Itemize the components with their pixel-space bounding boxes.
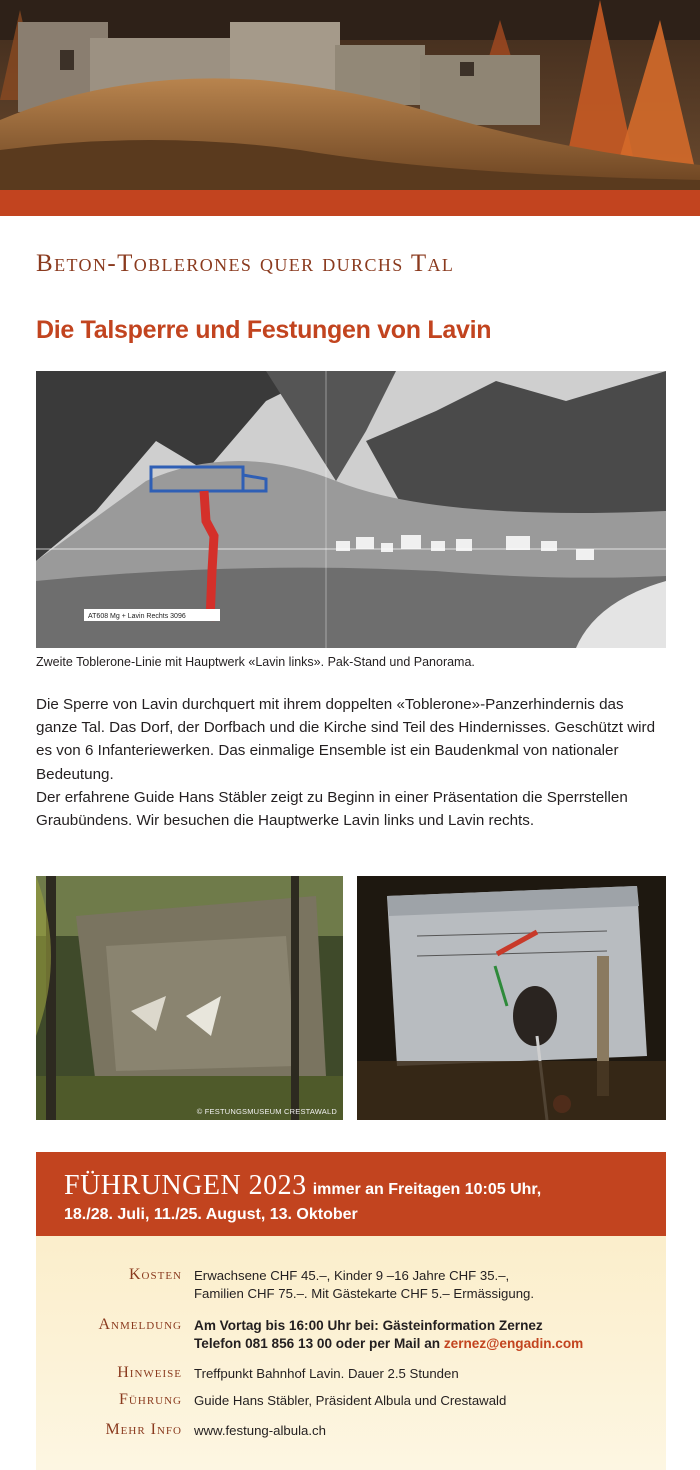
detail-value bbox=[194, 1317, 664, 1353]
detail-value bbox=[194, 1365, 664, 1383]
detail-value bbox=[194, 1422, 664, 1440]
tours-details bbox=[36, 1236, 666, 1470]
email-link[interactable]: zernez@engadin.com bbox=[443, 1336, 584, 1351]
detail-label: Kosten bbox=[129, 1266, 182, 1283]
body-paragraph: Die Sperre von Lavin durchquert mit ihrem doppelten «Toblerone»-Panzerhindernis das ganze Tal. Das Dorf, der Dorfbach und die Kirche sind Teil des Hindernisses. Geschützt wird es von 6 Infanteriewerken. Das einmalige Ensemble ist ein Baudenkmal von nationaler Bedeutung. bbox=[36, 696, 656, 783]
panorama-caption: Zweite Toblerone-Linie mit Hauptwerk «Lavin links». Pak-Stand und Panorama. bbox=[36, 655, 475, 669]
photo-credit: © FESTUNGSMUSEUM CRESTAWALD bbox=[196, 1107, 337, 1116]
headline: Beton-Toblerones quer durchs Tal bbox=[36, 250, 455, 277]
detail-line: Erwachsene CHF 45.–, Kinder 9 –16 Jahre CHF 35.–, bbox=[194, 1268, 510, 1283]
detail-value bbox=[194, 1267, 664, 1303]
hero-photo bbox=[0, 0, 700, 190]
bunker-forest-photo bbox=[36, 876, 343, 1120]
detail-line: Treffpunkt Bahnhof Lavin. Dauer 2.5 Stunden bbox=[194, 1366, 459, 1381]
detail-line: Familien CHF 75.–. Mit Gästekarte CHF 5.– Ermässigung. bbox=[194, 1286, 535, 1301]
detail-line: Am Vortag bis 16:00 Uhr bei: Gästeinformation Zernez bbox=[194, 1318, 543, 1333]
detail-label: Mehr Info bbox=[105, 1421, 182, 1438]
detail-label: Anmeldung bbox=[98, 1316, 182, 1333]
fortress-map-photo bbox=[357, 876, 666, 1120]
hero-accent-bar bbox=[0, 190, 700, 216]
panorama-photo bbox=[36, 371, 666, 648]
detail-line: Telefon 081 856 13 00 oder per Mail an bbox=[194, 1336, 444, 1351]
tours-days: immer an Freitagen 10:05 Uhr, bbox=[312, 1181, 542, 1198]
detail-label: Führung bbox=[119, 1391, 182, 1408]
body-text bbox=[36, 693, 666, 832]
subheadline: Die Talsperre und Festungen von Lavin bbox=[36, 316, 492, 344]
body-paragraph: Der erfahrene Guide Hans Stäbler zeigt zu Beginn in einer Präsentation die Sperrstellen Graubündens. Wir besuchen die Hauptwerke Lavin links und Lavin rechts. bbox=[36, 788, 628, 830]
panorama-label: AT608 Mg + Lavin Rechts 3096 bbox=[88, 613, 186, 620]
detail-label: Hinweise bbox=[117, 1364, 182, 1381]
tours-dates: 18./28. Juli, 11./25. August, 13. Oktober bbox=[64, 1206, 358, 1223]
website-link[interactable]: www.festung-albula.ch bbox=[194, 1423, 326, 1438]
tours-title: FÜHRUNGEN 2023 bbox=[64, 1170, 307, 1201]
detail-value bbox=[194, 1392, 664, 1410]
tours-title-line bbox=[64, 1170, 541, 1202]
detail-line: Guide Hans Stäbler, Präsident Albula und Crestawald bbox=[194, 1393, 507, 1408]
tours-header bbox=[36, 1152, 666, 1236]
